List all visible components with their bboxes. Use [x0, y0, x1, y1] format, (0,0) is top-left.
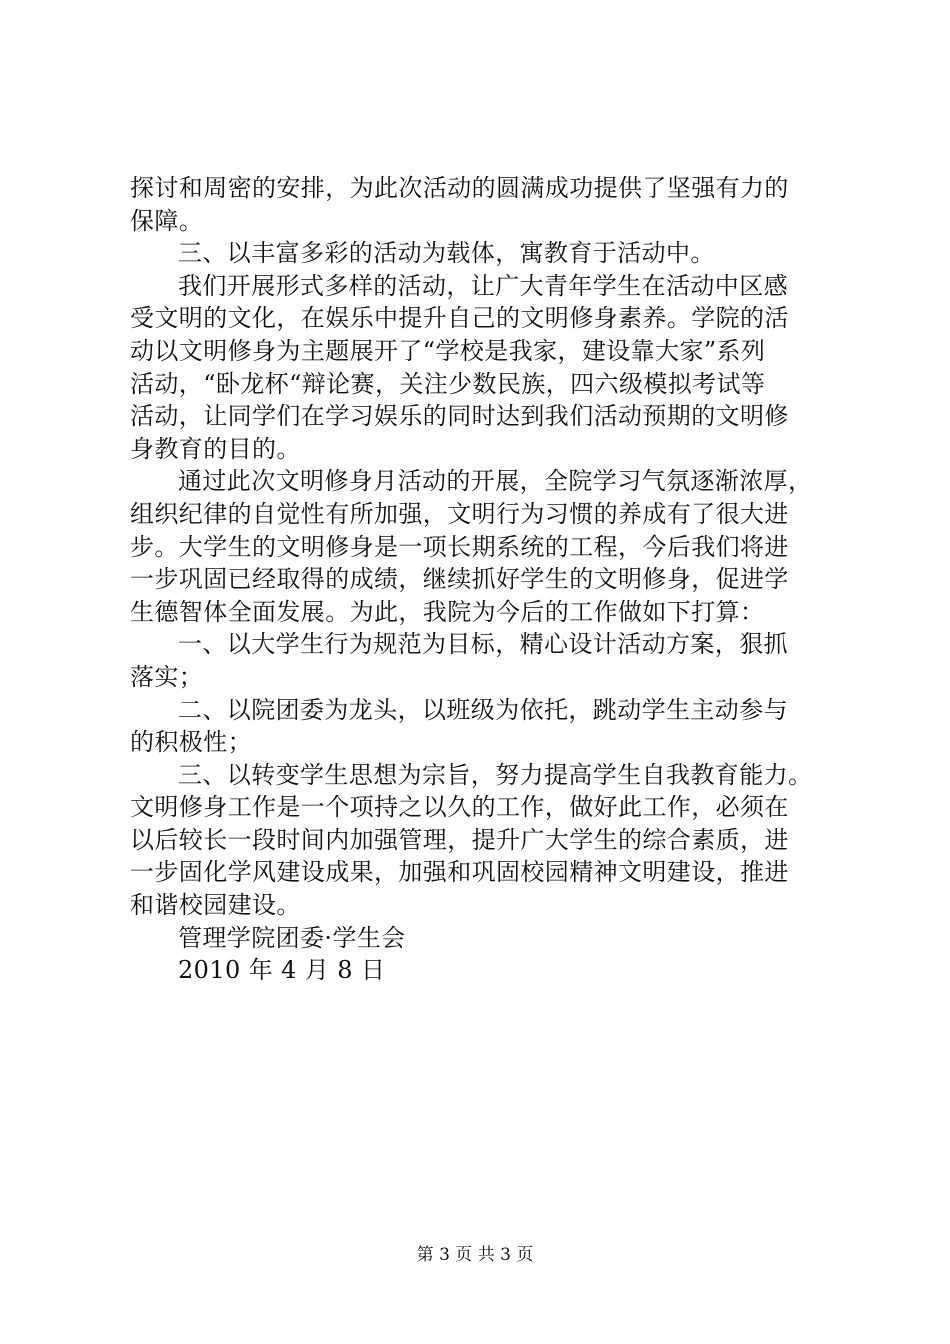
- document-line: 2010 年 4 月 8 日: [178, 956, 386, 985]
- document-line: 三、以丰富多彩的活动为载体，寓教育于活动中。: [178, 239, 715, 268]
- document-line: 步。大学生的文明修身是一项长期系统的工程，今后我们将进: [130, 532, 789, 561]
- document-line: 一步巩固已经取得的成绩，继续抓好学生的文明修身，促进学: [130, 565, 789, 594]
- document-line: 探讨和周密的安排，为此次活动的圆满成功提供了坚强有力的: [130, 174, 789, 202]
- document-line: 文明修身工作是一个项持之以久的工作，做好此工作，必须在: [130, 793, 789, 822]
- document-line: 管理学院团委·学生会: [178, 923, 406, 952]
- document-line: 活动，让同学们在学习娱乐的同时达到我们活动预期的文明修: [130, 402, 789, 431]
- document-line: 落实；: [130, 662, 204, 691]
- document-body: [130, 172, 840, 987]
- document-line: 一步固化学风建设成果，加强和巩固校园精神文明建设，推进: [130, 858, 789, 887]
- document-line: 保障。: [130, 206, 204, 235]
- document-line: 三、以转变学生思想为宗旨，努力提高学生自我教育能力。: [178, 760, 813, 789]
- document-line: 一、以大学生行为规范为目标，精心设计活动方案，狠抓: [178, 630, 788, 659]
- document-line: 身教育的目的。: [130, 434, 301, 463]
- document-line: 的积极性；: [130, 728, 252, 757]
- document-line: 生德智体全面发展。为此，我院为今后的工作做如下打算：: [130, 597, 765, 626]
- document-line: 我们开展形式多样的活动，让广大青年学生在活动中区感: [178, 271, 788, 300]
- document-line: 以后较长一段时间内加强管理，提升广大学生的综合素质，进: [130, 825, 789, 854]
- document-line: 组织纪律的自觉性有所加强，文明行为习惯的养成有了很大进: [130, 499, 789, 528]
- document-line: 二、以院团委为龙头，以班级为依托，跳动学生主动参与: [178, 695, 788, 724]
- page-number-footer: 第 3 页 共 3 页: [416, 1245, 534, 1265]
- document-line: 受文明的文化，在娱乐中提升自己的文明修身素养。学院的活: [130, 304, 789, 333]
- document-line: 动以文明修身为主题展开了“学校是我家，建设靠大家”系列: [130, 336, 766, 365]
- document-line: 通过此次文明修身月活动的开展，全院学习气氛逐渐浓厚，: [178, 467, 813, 496]
- document-line: 和谐校园建设。: [130, 891, 301, 920]
- document-line: 活动，“卧龙杯“辩论赛，关注少数民族，四六级模拟考试等: [130, 369, 766, 398]
